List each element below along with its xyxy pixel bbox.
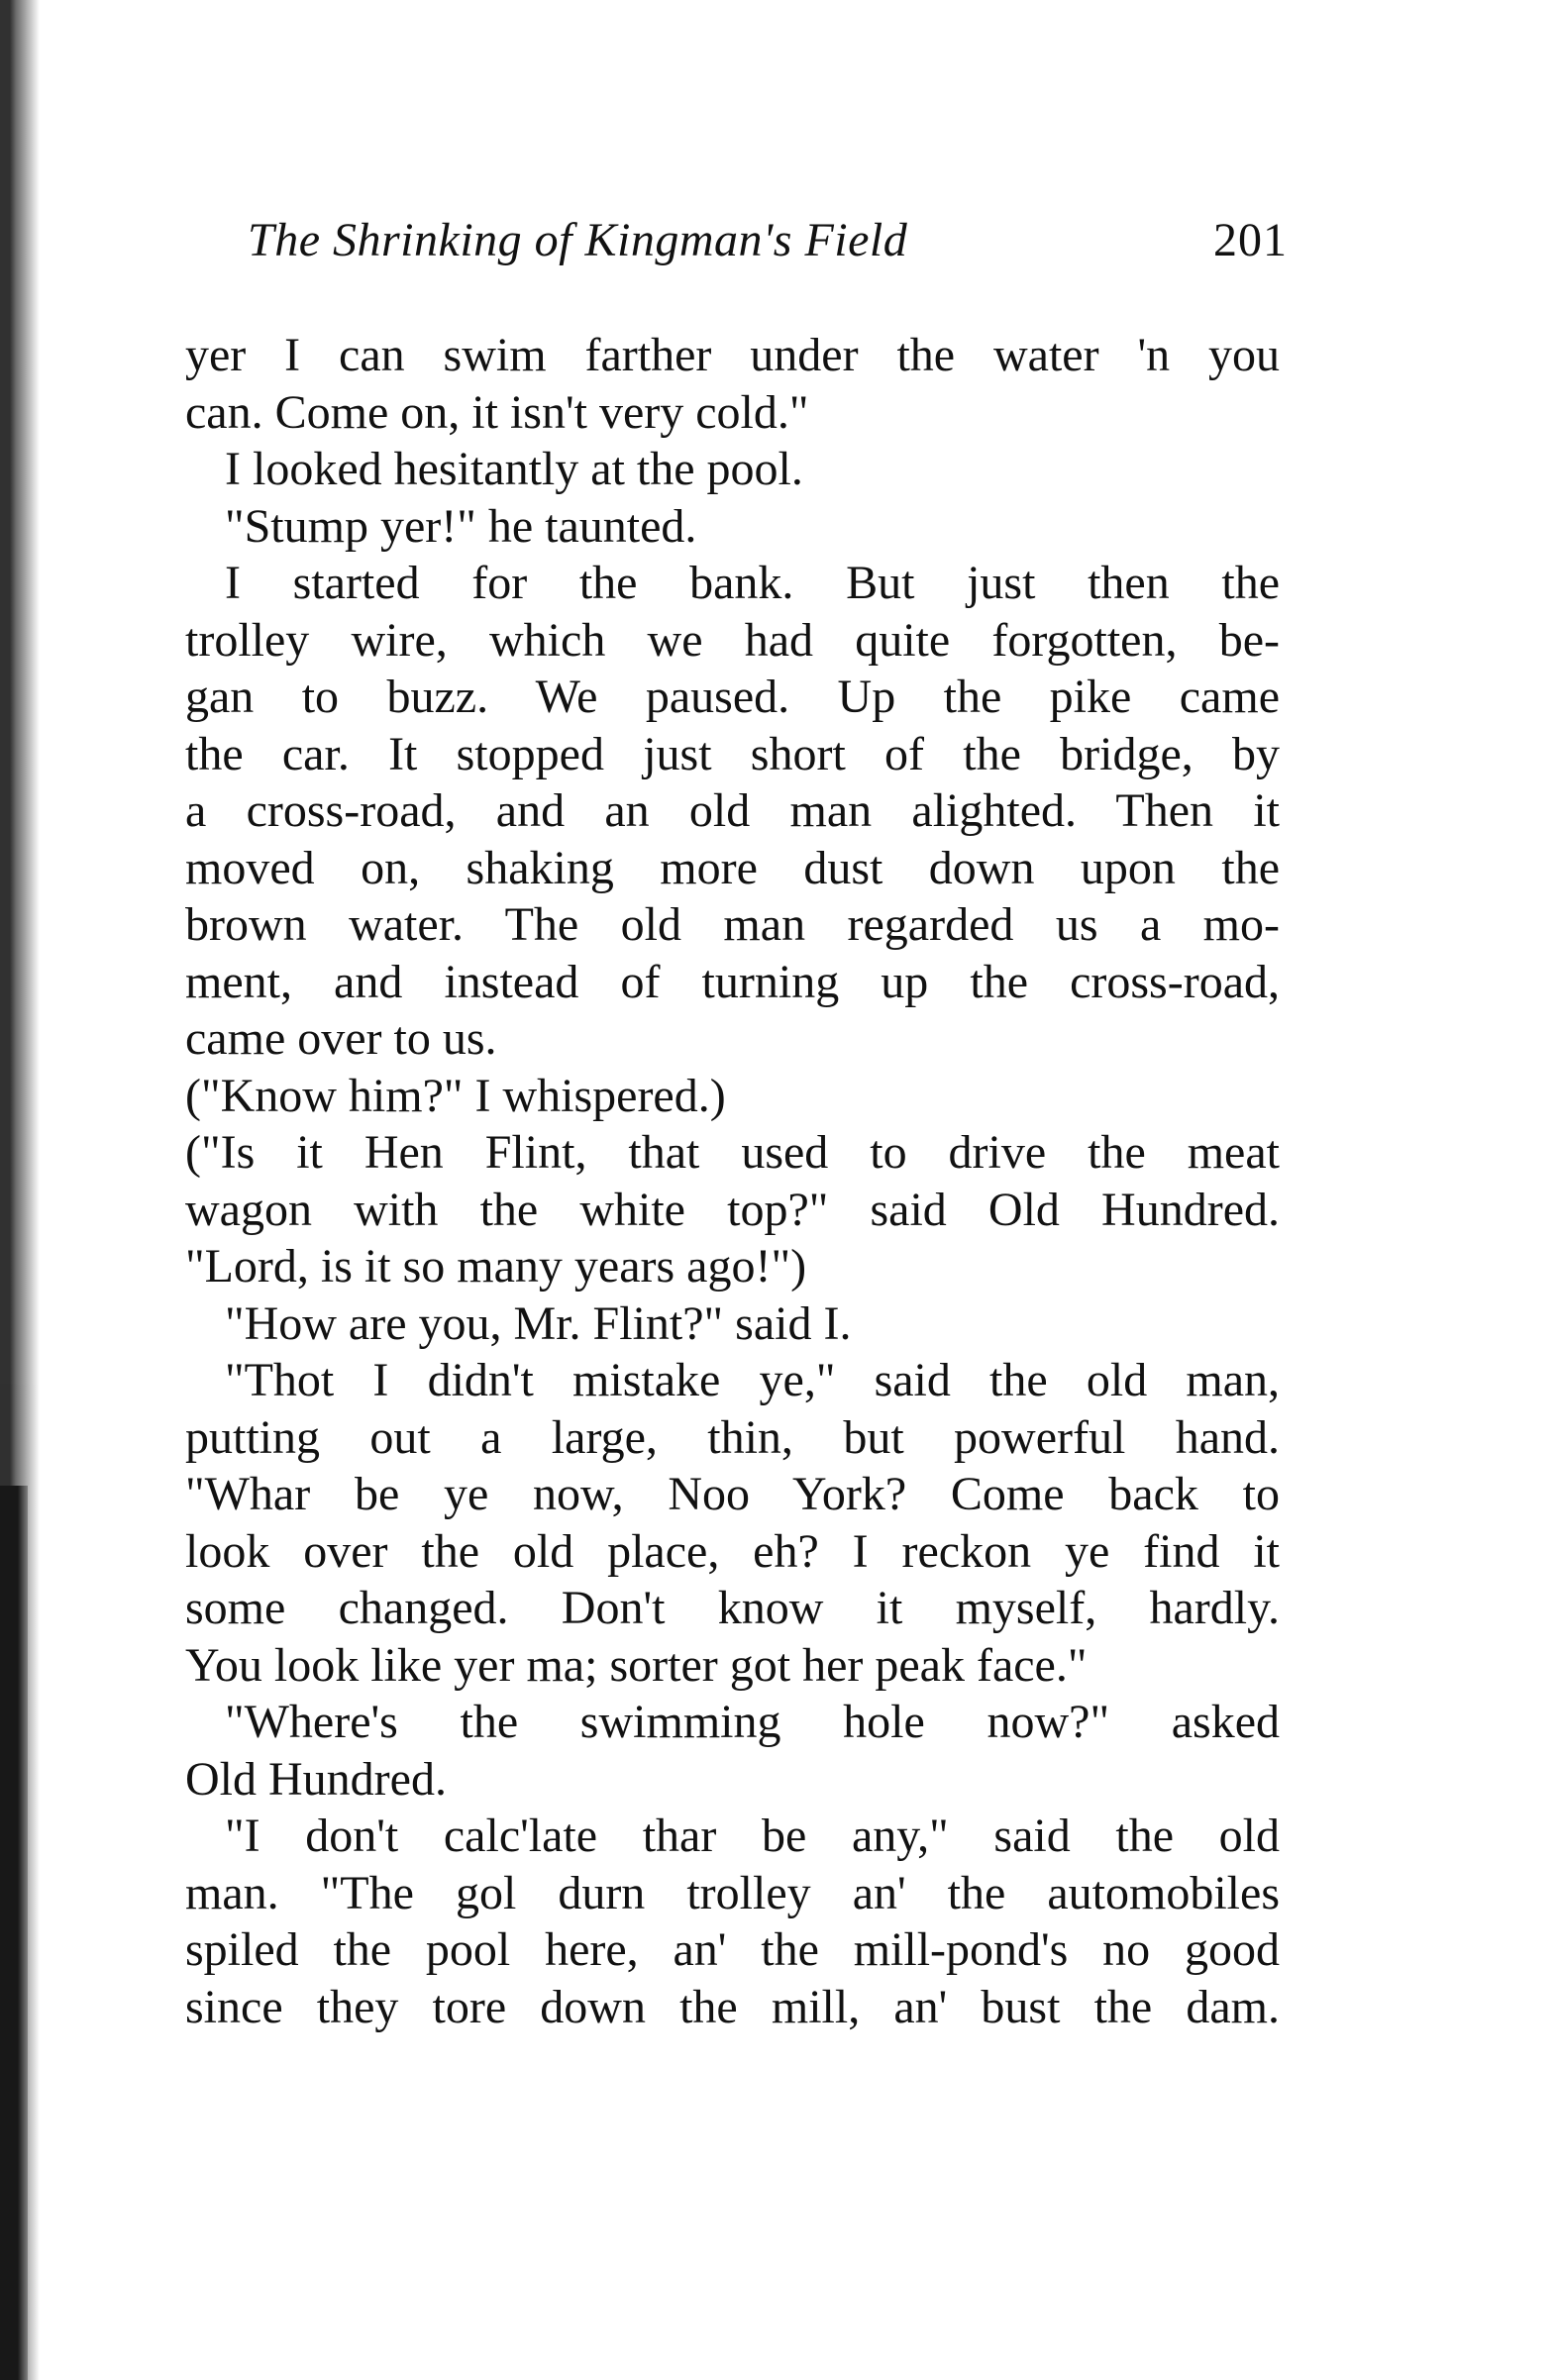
text-line: ("Is it Hen Flint, that used to drive the meat xyxy=(185,1126,1280,1179)
text-line: since they tore down the mill, an' bust the dam. xyxy=(185,1980,1280,2033)
text-line: spiled the pool here, an' the mill-pond's no good xyxy=(185,1923,1280,1976)
body-text xyxy=(185,327,1280,2035)
text-line: Old Hundred. xyxy=(185,1752,447,1806)
text-line: "Stump yer!" he taunted. xyxy=(225,499,697,553)
text-line: gan to buzz. We paused. Up the pike came xyxy=(185,671,1280,723)
text-line: You look like yer ma; sorter got her peak face." xyxy=(185,1638,1088,1692)
text-line: I started for the bank. But just then the xyxy=(225,557,1280,609)
text-line: putting out a large, thin, but powerful hand. xyxy=(185,1410,1280,1464)
page-number: 201 xyxy=(1213,214,1288,266)
text-line: can. Come on, it isn't very cold." xyxy=(185,385,809,439)
text-line: the car. It stopped just short of the bridge, by xyxy=(185,727,1280,780)
text-line: trolley wire, which we had quite forgotten, be- xyxy=(185,613,1280,667)
text-line: ment, and instead of turning up the cross-road, xyxy=(185,955,1280,1008)
text-line: a cross-road, and an old man alighted. Then it xyxy=(185,784,1280,837)
page-header xyxy=(248,213,1288,282)
text-line: "I don't calc'late thar be any," said the old xyxy=(225,1810,1280,1862)
text-line: "How are you, Mr. Flint?" said I. xyxy=(225,1296,852,1350)
text-line: yer I can swim farther under the water 'n you xyxy=(185,329,1280,381)
text-line: man. "The gol durn trolley an' the automobiles xyxy=(185,1866,1280,1919)
text-line: brown water. The old man regarded us a mo- xyxy=(185,898,1280,951)
text-line: ("Know him?" I whispered.) xyxy=(185,1069,726,1122)
text-line: look over the old place, eh? I reckon ye find it xyxy=(185,1524,1280,1578)
text-line: some changed. Don't know it myself, hardly. xyxy=(185,1582,1280,1634)
scan-binding-shadow xyxy=(0,0,69,2380)
text-line: I looked hesitantly at the pool. xyxy=(225,443,803,495)
text-line: moved on, shaking more dust down upon the xyxy=(185,841,1280,894)
text-line: "Where's the swimming hole now?" asked xyxy=(225,1696,1280,1748)
text-line: "Lord, is it so many years ago!") xyxy=(185,1240,807,1293)
text-line: "Whar be ye now, Noo York? Come back to xyxy=(185,1468,1280,1520)
text-line: came over to us. xyxy=(185,1012,497,1065)
text-line: wagon with the white top?" said Old Hundred. xyxy=(185,1183,1280,1236)
running-head: The Shrinking of Kingman's Field xyxy=(248,214,908,266)
text-line: "Thot I didn't mistake ye," said the old man, xyxy=(225,1354,1280,1406)
